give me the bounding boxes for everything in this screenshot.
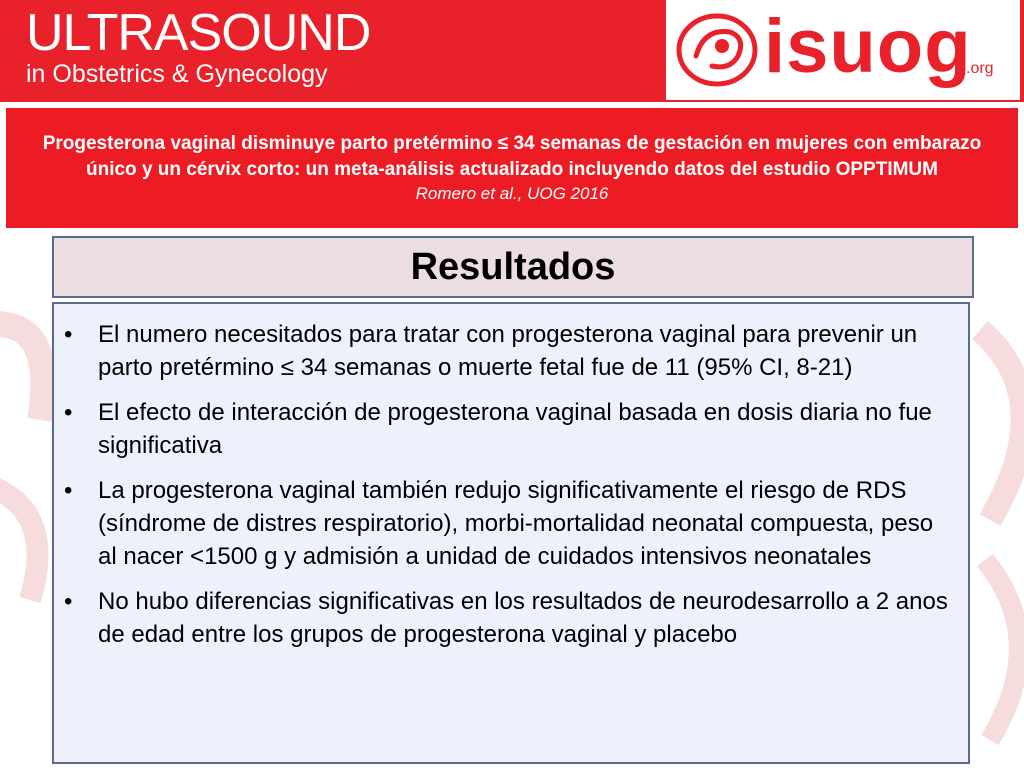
isuog-wordmark: isuog [764, 4, 972, 89]
bullet-marker: • [64, 321, 73, 348]
journal-title: ULTRASOUND [26, 4, 371, 62]
bullet-text: No hubo diferencias significativas en los resultados de neurodesarrollo a 2 anos de edad entre los grupos de progesterona vaginal y placebo [98, 588, 948, 648]
bullet-text: El efecto de interacción de progesterona vaginal basada en dosis diaria no fue significativa [98, 399, 932, 459]
list-item [54, 474, 954, 573]
isuog-fetus-logo-icon [674, 10, 760, 88]
study-header [6, 108, 1018, 228]
list-item [54, 396, 954, 462]
bullet-marker: • [64, 477, 73, 504]
list-item [54, 585, 954, 651]
bullet-text: La progesterona vaginal también redujo significativamente el riesgo de RDS (síndrome de distres respiratorio), morbi-mortalidad neonatal compuesta, peso al nacer <1500 g y admisión a unidad de cuidados intensivos neonatales [98, 477, 934, 570]
list-item [54, 318, 954, 384]
section-title: Resultados [410, 245, 616, 288]
section-heading-box [52, 236, 974, 298]
bullet-marker: • [64, 399, 73, 426]
top-brand-bar [0, 0, 1024, 102]
isuog-logo [666, 0, 1020, 100]
isuog-org-suffix: .org [966, 60, 994, 77]
results-list [54, 318, 968, 651]
study-citation: Romero et al., UOG 2016 [415, 184, 609, 203]
bullet-text: El numero necesitados para tratar con progesterona vaginal para prevenir un parto pretérmino ≤ 34 semanas o muerte fetal fue de 11 (95% CI, 8-21) [98, 321, 918, 381]
study-title: Progesterona vaginal disminuye parto pretérmino ≤ 34 semanas de gestación en mujeres con embarazo único y un cérvix corto: un meta-análisis actualizado incluyendo datos del estudio OPPTIMUM [42, 133, 982, 180]
results-content-box [52, 302, 970, 764]
journal-subtitle: in Obstetrics & Gynecology [26, 60, 328, 88]
bullet-marker: • [64, 588, 73, 615]
